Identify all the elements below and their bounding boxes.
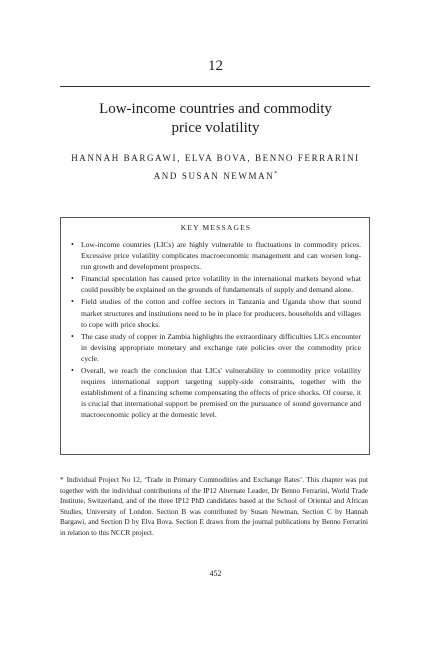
key-messages-list — [71, 239, 361, 421]
key-messages-heading: KEY MESSAGES — [180, 223, 252, 232]
page-number: 452 — [209, 569, 222, 578]
chapter-number: 12 — [208, 58, 223, 74]
key-message-item: • Overall, we reach the conclusion that LICs' vulnerability to commodity price volatility requires international support targeting supply-side constraints, together with the establishment of a financing scheme compensating the effects of price shocks. Of course, it is crucial that international support be premised on the pursuance of sound governance and macroeconomic policy at the domestic level. — [71, 365, 361, 420]
authors-line-2-text: AND SUSAN NEWMAN — [153, 171, 275, 181]
key-message-item: • Field studies of the cotton and coffee sectors in Tanzania and Uganda show that sound market structures and institutions need to be in place for producers, households and villages to cope with price shocks. — [71, 296, 361, 329]
chapter-title-line-2: price volatility — [171, 120, 260, 136]
key-messages-box — [60, 217, 370, 455]
key-message-item: • Low-income countries (LICs) are highly vulnerable to fluctuations in commodity prices. Excessive price volatility complicates macroeconomic management and can worsen long-run growth and development prospects. — [71, 239, 361, 272]
authors-line-1: HANNAH BARGAWI, ELVA BOVA, BENNO FERRARINI — [71, 153, 360, 163]
chapter-title-line-1: Low-income countries and commodity — [99, 101, 332, 117]
chapter-title — [40, 100, 391, 138]
authors — [40, 150, 391, 184]
authors-line-2 — [40, 166, 391, 184]
key-message-item: • Financial speculation has caused price volatility in the international markets beyond what could possibly be explained on the grounds of fundamentals of supply and demand alone. — [71, 273, 361, 295]
footnote-mark: * — [60, 476, 64, 484]
authors-footnote-mark: * — [274, 171, 278, 177]
key-message-item: • The case study of copper in Zambia highlights the extraordinary difficulties LICs encounter in devising appropriate monetary and exchange rate policies over the commodity price cycle. — [71, 331, 361, 364]
footnote — [60, 475, 368, 538]
title-rule — [60, 86, 370, 87]
footnote-text: Individual Project No 12, ‘Trade in Primary Commodities and Exchange Rates’. This chapter was put together with the individual contributions of the IP12 Alternate Leader, Dr Benno Ferrarini, World Trade Institute, Switzerland, and of the three IP12 PhD candidates based at the School of Oriental and African Studies, University of London. Section B was contributed by Susan Newman, Section C by Hannah Bargawi, and Section D by Elva Bova. Section E draws from the journal publications by Benno Ferrarini in relation to this NCCR project. — [60, 476, 368, 537]
